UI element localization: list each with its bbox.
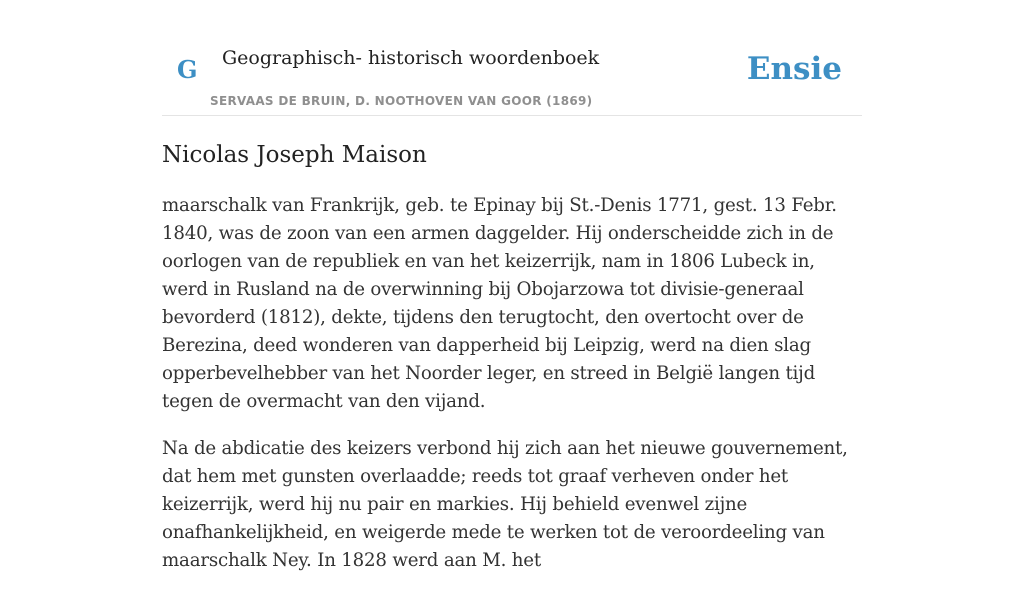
entry-title: Nicolas Joseph Maison <box>162 142 427 168</box>
book-authors: SERVAAS DE BRUIN, D. NOOTHOVEN VAN GOOR (1869) <box>210 94 593 108</box>
book-title-link[interactable]: Geographisch- historisch woordenboek <box>222 47 600 69</box>
book-header <box>162 0 862 116</box>
ensie-logo[interactable]: Ensie <box>746 51 842 87</box>
entry-paragraph: maarschalk van Frankrijk, geb. te Epinay bij St.-Denis 1771, gest. 13 Febr. 1840, was de zoon van een armen daggelder. Hij onderscheidde zich in de oorlogen van de republiek en van het keizerrijk, nam in 1806 Lubeck in, werd in Rusland na de overwinning bij Obojarzowa tot divisie-generaal bevorderd (1812), dekte, tijdens den terugtocht, den overtocht over de Berezina, deed wonderen van dapperheid bij Leipzig, werd na dien slag opperbevelhebber van het Noorder leger, en streed in België langen tijd tegen de overmacht van den vijand. <box>162 195 837 412</box>
book-letter-icon[interactable]: G <box>177 55 198 84</box>
entry-body <box>162 192 862 575</box>
entry-paragraph: Na de abdicatie des keizers verbond hij zich aan het nieuwe gouvernement, dat hem met gunsten overlaadde; reeds tot graaf verheven onder het keizerrijk, werd hij nu pair en markies. Hij behield evenwel zijne onafhankelijkheid, en weigerde mede te werken tot de veroordeeling van maarschalk Ney. In 1828 werd aan M. het <box>162 438 848 571</box>
content-column <box>162 0 862 594</box>
